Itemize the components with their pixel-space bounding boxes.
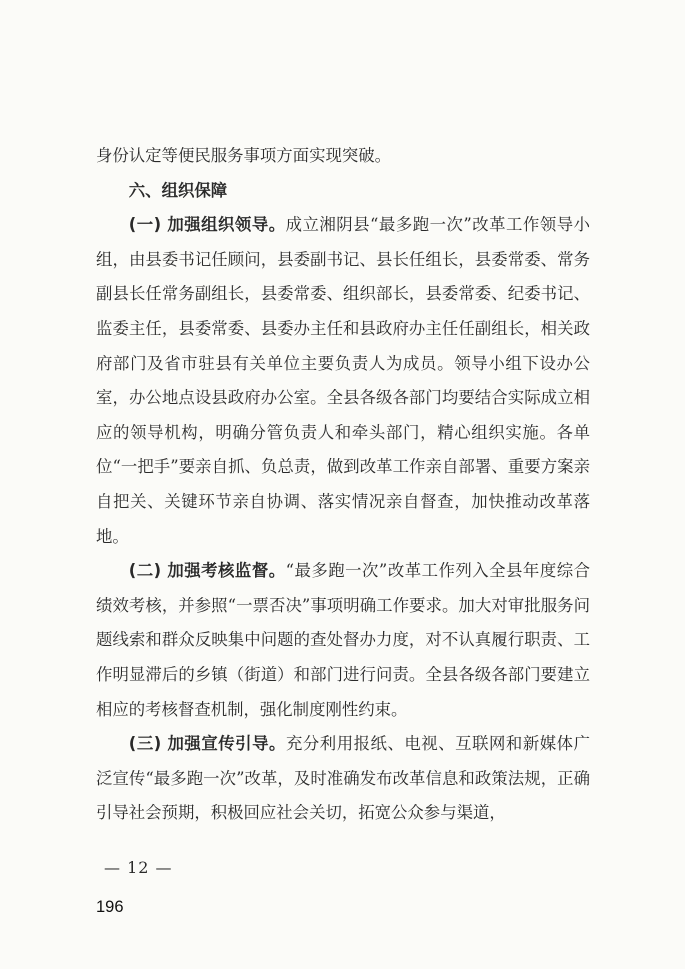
paragraph-lead: (三) 加强宣传引导。: [128, 734, 286, 754]
paragraph-body: 充分利用报纸、电视、互联网和新媒体广泛宣传“最多跑一次”改革，及时准确发布改革信息和政策法规，正确引导社会预期，积极回应社会关切，拓宽公众参与渠道，: [96, 734, 590, 823]
paragraph-publicity-guidance: [96, 727, 590, 831]
paragraph-assessment-supervision: [96, 554, 590, 727]
continuation-paragraph: 身份认定等便民服务事项方面实现突破。: [96, 146, 392, 165]
paragraph-lead: (二) 加强考核监督。: [128, 561, 286, 581]
paragraph-organization-leadership: [96, 208, 590, 554]
page-number: — 12 —: [104, 858, 173, 877]
document-body: [96, 139, 590, 831]
section-heading: 六、组织保障: [128, 180, 228, 200]
paragraph-body: “最多跑一次”改革工作列入全县年度综合绩效考核，并参照“一票否决”事项明确工作要求。加大对审批服务问题线索和群众反映集中问题的查处督办力度，对不认真履行职责、工作明显滞后的乡镇（街道）和部门进行问责。全县各级各部门要建立相应的考核督查机制，强化制度刚性约束。: [96, 561, 590, 719]
book-page-number: 196: [96, 898, 124, 916]
paragraph-lead: (一) 加强组织领导。: [128, 215, 286, 235]
paragraph-body: 成立湘阴县“最多跑一次”改革工作领导小组，由县委书记任顾问，县委副书记、县长任组长，县委常委、常务副县长任常务副组长，县委常委、组织部长，县委常委、纪委书记、监委主任，县委常委、县委办主任和县政府办主任任副组长，相关政府部门及省市驻县有关单位主要负责人为成员。领导小组下设办公室，办公地点设县政府办公室。全县各级各部门均要结合实际成立相应的领导机构，明确分管负责人和牵头部门，精心组织实施。各单位“一把手”要亲自抓、负总责，做到改革工作亲自部署、重要方案亲自把关、关键环节亲自协调、落实情况亲自督查，加快推动改革落地。: [96, 215, 590, 546]
